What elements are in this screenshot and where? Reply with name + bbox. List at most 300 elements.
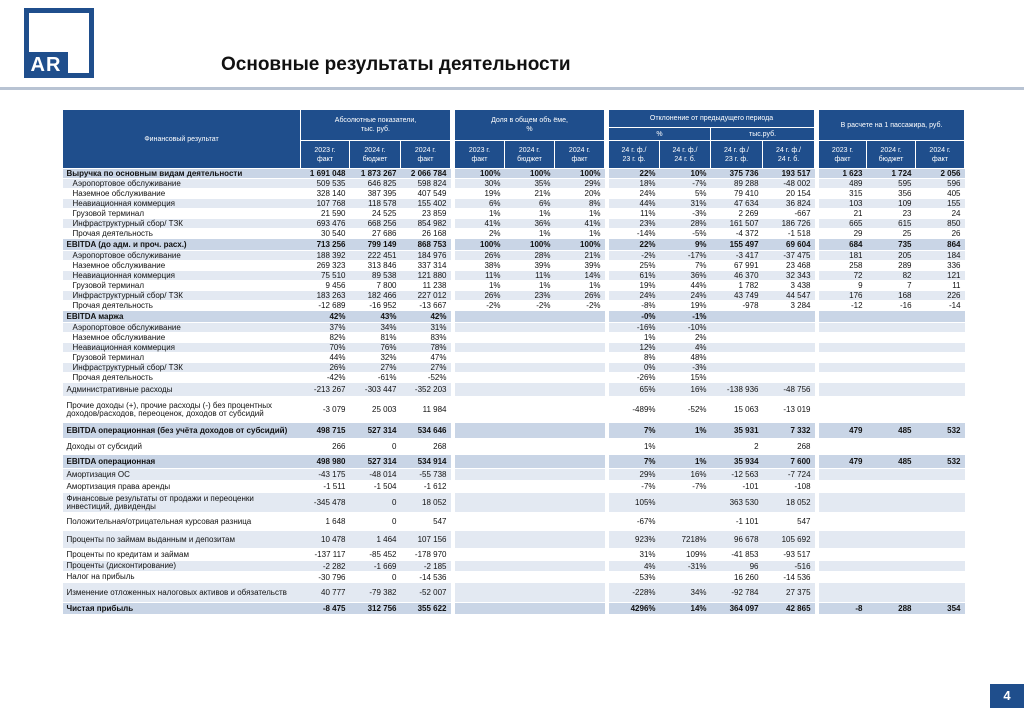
table-cell: 34% — [660, 583, 711, 603]
table-cell: 9 — [819, 281, 867, 291]
table-cell — [763, 373, 815, 383]
header-fin-result: Финансовый результат — [63, 110, 301, 169]
table-cell: -303 447 — [350, 383, 401, 397]
table-cell: 28% — [505, 251, 555, 261]
table-cell: 44% — [609, 199, 660, 209]
table-cell: -352 203 — [401, 383, 451, 397]
header-deviation-pct: % — [609, 128, 711, 141]
table-row — [63, 229, 965, 239]
table-cell: 100% — [455, 169, 505, 179]
table-cell: -61% — [350, 373, 401, 383]
table-cell — [455, 323, 505, 333]
table-cell: -43 175 — [301, 469, 350, 481]
table-cell: -2% — [455, 301, 505, 311]
column-header: 2024 г. бюджет — [505, 141, 555, 169]
table-cell: -2% — [609, 251, 660, 261]
table-cell: 12% — [609, 343, 660, 353]
table-cell: -7 724 — [763, 469, 815, 481]
table-cell — [555, 343, 605, 353]
table-cell — [867, 323, 916, 333]
table-cell: 69 604 — [763, 239, 815, 251]
column-header: 2023 г. факт — [455, 141, 505, 169]
table-cell: 181 — [819, 251, 867, 261]
financial-results-table — [62, 109, 965, 615]
table-row — [63, 513, 965, 531]
table-cell: 1 464 — [350, 531, 401, 549]
table-cell: 11 238 — [401, 281, 451, 291]
table-cell — [916, 572, 965, 583]
table-cell — [819, 561, 867, 572]
table-cell: 363 530 — [711, 493, 763, 513]
table-cell: -3 079 — [301, 397, 350, 423]
table-cell — [867, 343, 916, 353]
table-cell: 44% — [660, 281, 711, 291]
table-cell: 20 154 — [763, 189, 815, 199]
table-cell — [455, 373, 505, 383]
table-cell: 1% — [455, 209, 505, 219]
table-cell: 20% — [555, 189, 605, 199]
table-cell — [505, 343, 555, 353]
table-cell — [819, 373, 867, 383]
table-cell: 70% — [301, 343, 350, 353]
table-row — [63, 439, 965, 455]
table-cell — [455, 531, 505, 549]
table-cell: 184 976 — [401, 251, 451, 261]
table-cell: 11% — [455, 271, 505, 281]
table-cell: 53% — [609, 572, 660, 583]
table-cell: -8 — [819, 603, 867, 615]
table-cell: 7 800 — [350, 281, 401, 291]
table-cell: 14% — [555, 271, 605, 281]
table-cell — [505, 373, 555, 383]
table-cell: -1 612 — [401, 481, 451, 493]
table-cell: 9% — [660, 239, 711, 251]
table-cell: 24 525 — [350, 209, 401, 219]
row-label: Доходы от субсидий — [63, 439, 301, 455]
table-cell: 356 — [867, 189, 916, 199]
table-cell — [455, 397, 505, 423]
table-cell: 82% — [301, 333, 350, 343]
table-cell — [763, 363, 815, 373]
table-cell: 27 686 — [350, 229, 401, 239]
table-cell: 36% — [505, 219, 555, 229]
table-cell — [916, 311, 965, 323]
table-cell — [555, 513, 605, 531]
table-cell — [555, 373, 605, 383]
table-cell — [505, 583, 555, 603]
table-cell: -42% — [301, 373, 350, 383]
row-label: Инфраструктурный сбор/ ТЗК — [63, 363, 301, 373]
table-cell — [455, 549, 505, 561]
table-cell: 78% — [401, 343, 451, 353]
table-row — [63, 531, 965, 549]
table-cell — [819, 323, 867, 333]
table-cell: 41% — [555, 219, 605, 229]
table-cell: 26% — [301, 363, 350, 373]
table-cell: 47% — [401, 353, 451, 363]
table-cell: 23% — [609, 219, 660, 229]
table-cell: 547 — [401, 513, 451, 531]
table-cell: 30 540 — [301, 229, 350, 239]
table-cell: 42% — [401, 311, 451, 323]
table-cell — [916, 561, 965, 572]
table-cell: -0% — [609, 311, 660, 323]
table-cell: 105% — [609, 493, 660, 513]
table-cell: 61% — [609, 271, 660, 281]
table-cell: -12 — [819, 301, 867, 311]
table-cell: -178 970 — [401, 549, 451, 561]
table-cell: 46 370 — [711, 271, 763, 281]
table-cell: 479 — [819, 423, 867, 439]
table-cell — [916, 333, 965, 343]
table-cell: 26 — [916, 229, 965, 239]
column-header: 24 г. ф./ 23 г. ф. — [609, 141, 660, 169]
table-cell: 534 646 — [401, 423, 451, 439]
table-cell — [505, 469, 555, 481]
table-cell: -55 738 — [401, 469, 451, 481]
table-cell: 30% — [455, 179, 505, 189]
table-cell: 0% — [609, 363, 660, 373]
table-cell — [660, 572, 711, 583]
table-cell: -14% — [609, 229, 660, 239]
table-cell: 598 824 — [401, 179, 451, 189]
table-cell: 355 622 — [401, 603, 451, 615]
table-cell — [505, 513, 555, 531]
table-cell: 7 600 — [763, 455, 815, 469]
table-cell: 121 — [916, 271, 965, 281]
table-cell — [455, 333, 505, 343]
table-row — [63, 343, 965, 353]
table-cell: 36% — [660, 271, 711, 281]
table-cell: 79 410 — [711, 189, 763, 199]
table-cell: 498 980 — [301, 455, 350, 469]
table-cell — [455, 572, 505, 583]
table-cell — [916, 531, 965, 549]
table-cell: 227 012 — [401, 291, 451, 301]
table-cell — [867, 561, 916, 572]
table-cell: 11 984 — [401, 397, 451, 423]
table-cell: 258 — [819, 261, 867, 271]
table-cell: 96 678 — [711, 531, 763, 549]
table-cell — [867, 383, 916, 397]
table-cell — [505, 353, 555, 363]
table-row — [63, 561, 965, 572]
table-cell — [555, 493, 605, 513]
table-cell: -138 936 — [711, 383, 763, 397]
table-cell: -5% — [660, 229, 711, 239]
column-header: 2024 г. бюджет — [867, 141, 916, 169]
table-cell — [505, 423, 555, 439]
row-label: Наземное обслуживание — [63, 261, 301, 271]
table-cell: 4296% — [609, 603, 660, 615]
table-cell: 16 260 — [711, 572, 763, 583]
table-cell: 8% — [609, 353, 660, 363]
table-cell: 109% — [660, 549, 711, 561]
table-cell: -101 — [711, 481, 763, 493]
table-cell: 26 168 — [401, 229, 451, 239]
table-row — [63, 239, 965, 251]
table-cell: 21% — [555, 251, 605, 261]
table-cell — [819, 513, 867, 531]
table-cell: -2 282 — [301, 561, 350, 572]
table-cell: 1% — [609, 439, 660, 455]
table-cell — [555, 469, 605, 481]
table-cell: 182 466 — [350, 291, 401, 301]
table-cell: 161 507 — [711, 219, 763, 229]
table-row — [63, 169, 965, 179]
table-cell: 269 323 — [301, 261, 350, 271]
table-cell — [916, 481, 965, 493]
table-cell: 864 — [916, 239, 965, 251]
table-cell — [455, 383, 505, 397]
table-cell: 26% — [455, 291, 505, 301]
table-cell — [455, 423, 505, 439]
column-header: 24 г. ф./ 24 г. б. — [763, 141, 815, 169]
table-cell: 10% — [660, 169, 711, 179]
table-cell: 375 736 — [711, 169, 763, 179]
table-cell: 25 003 — [350, 397, 401, 423]
table-cell — [455, 353, 505, 363]
table-cell: 27 375 — [763, 583, 815, 603]
table-cell: 107 768 — [301, 199, 350, 209]
table-cell: -1 504 — [350, 481, 401, 493]
table-cell: 222 451 — [350, 251, 401, 261]
table-cell: 75 510 — [301, 271, 350, 281]
row-label: Аэропортовое обслуживание — [63, 323, 301, 333]
table-cell — [819, 481, 867, 493]
table-cell — [505, 397, 555, 423]
table-cell: 596 — [916, 179, 965, 189]
table-cell — [916, 383, 965, 397]
table-cell: -12 563 — [711, 469, 763, 481]
table-cell: 337 314 — [401, 261, 451, 271]
table-cell: 183 263 — [301, 291, 350, 301]
table-cell: 312 756 — [350, 603, 401, 615]
table-cell: 96 — [711, 561, 763, 572]
table-cell — [455, 469, 505, 481]
row-label: Положительная/отрицательная курсовая разница — [63, 513, 301, 531]
table-cell: 923% — [609, 531, 660, 549]
table-cell: 527 314 — [350, 455, 401, 469]
table-cell: 7% — [609, 455, 660, 469]
table-cell — [505, 311, 555, 323]
table-cell: 29 — [819, 229, 867, 239]
table-cell: 205 — [867, 251, 916, 261]
table-cell: 4% — [660, 343, 711, 353]
table-cell: 24% — [609, 189, 660, 199]
table-cell: 1 648 — [301, 513, 350, 531]
table-cell: -10% — [660, 323, 711, 333]
table-cell: 315 — [819, 189, 867, 199]
table-cell: 850 — [916, 219, 965, 229]
row-label: Прочие доходы (+), прочие расходы (-) без процентных доходов/расходов, переоценок, доходов от субсидий — [63, 397, 301, 423]
table-cell: 3 438 — [763, 281, 815, 291]
table-cell — [455, 603, 505, 615]
table-cell — [555, 439, 605, 455]
table-cell: 1 623 — [819, 169, 867, 179]
table-cell: 646 825 — [350, 179, 401, 189]
table-cell: -489% — [609, 397, 660, 423]
table-cell — [505, 549, 555, 561]
row-label: Инфраструктурный сбор/ ТЗК — [63, 291, 301, 301]
table-cell — [867, 572, 916, 583]
table-cell: 854 982 — [401, 219, 451, 229]
table-cell: 23 468 — [763, 261, 815, 271]
title-divider — [0, 87, 1024, 90]
table-row — [63, 469, 965, 481]
table-cell: -16 952 — [350, 301, 401, 311]
table-row — [63, 219, 965, 229]
table-cell: 595 — [867, 179, 916, 189]
row-label: Грузовой терминал — [63, 353, 301, 363]
table-cell — [555, 363, 605, 373]
table-row — [63, 301, 965, 311]
table-cell: 532 — [916, 455, 965, 469]
table-cell: 24 — [916, 209, 965, 219]
row-label: Наземное обслуживание — [63, 189, 301, 199]
table-cell — [555, 353, 605, 363]
table-cell: 15% — [660, 373, 711, 383]
table-cell: 42 865 — [763, 603, 815, 615]
table-cell: 23% — [505, 291, 555, 301]
table-cell — [819, 343, 867, 353]
column-header: 24 г. ф./ 23 г. ф. — [711, 141, 763, 169]
table-cell: 509 535 — [301, 179, 350, 189]
table-cell: 31% — [660, 199, 711, 209]
table-cell: -2% — [505, 301, 555, 311]
table-cell — [819, 397, 867, 423]
table-cell: 1% — [660, 423, 711, 439]
table-cell — [555, 531, 605, 549]
table-cell: 35 931 — [711, 423, 763, 439]
table-cell: 684 — [819, 239, 867, 251]
table-cell — [819, 469, 867, 481]
table-cell: 81% — [350, 333, 401, 343]
table-cell — [455, 481, 505, 493]
row-label: EBITDA операционная — [63, 455, 301, 469]
table-cell — [763, 333, 815, 343]
table-row — [63, 271, 965, 281]
table-cell: 1% — [555, 209, 605, 219]
table-cell: -4 372 — [711, 229, 763, 239]
table-cell: 22% — [609, 239, 660, 251]
table-cell — [916, 439, 965, 455]
table-cell — [555, 572, 605, 583]
table-cell: 35 934 — [711, 455, 763, 469]
table-cell — [455, 343, 505, 353]
table-cell: 532 — [916, 423, 965, 439]
column-header: 2024 г. факт — [916, 141, 965, 169]
row-label: Прочая деятельность — [63, 301, 301, 311]
table-cell: -14 536 — [763, 572, 815, 583]
table-cell — [916, 363, 965, 373]
table-cell: 3 284 — [763, 301, 815, 311]
table-cell — [867, 311, 916, 323]
row-label: Аэропортовое обслуживание — [63, 251, 301, 261]
table-cell: -1% — [660, 311, 711, 323]
table-cell: -3 417 — [711, 251, 763, 261]
table-cell: 28% — [660, 219, 711, 229]
table-cell: 0 — [350, 439, 401, 455]
table-cell: 22% — [609, 169, 660, 179]
table-cell: 29% — [609, 469, 660, 481]
table-cell — [455, 439, 505, 455]
table-cell: -37 475 — [763, 251, 815, 261]
table-cell — [555, 455, 605, 469]
table-cell: 713 256 — [301, 239, 350, 251]
table-cell — [763, 343, 815, 353]
row-label: Проценты (дисконтирование) — [63, 561, 301, 572]
table-cell — [505, 363, 555, 373]
table-cell: 2 — [711, 439, 763, 455]
table-cell — [555, 561, 605, 572]
table-cell — [819, 572, 867, 583]
table-cell: -8% — [609, 301, 660, 311]
table-row — [63, 281, 965, 291]
table-cell — [819, 549, 867, 561]
table-cell: -667 — [763, 209, 815, 219]
row-label: Грузовой терминал — [63, 281, 301, 291]
table-row — [63, 493, 965, 513]
table-cell: -3% — [660, 363, 711, 373]
table-cell — [555, 323, 605, 333]
table-cell: -17% — [660, 251, 711, 261]
table-cell: 47 634 — [711, 199, 763, 209]
table-row — [63, 455, 965, 469]
table-cell: 26% — [455, 251, 505, 261]
row-label: Грузовой терминал — [63, 209, 301, 219]
table-cell — [505, 561, 555, 572]
table-cell — [867, 493, 916, 513]
table-cell — [819, 531, 867, 549]
table-cell: 100% — [505, 239, 555, 251]
table-cell: 168 — [867, 291, 916, 301]
table-cell: 186 726 — [763, 219, 815, 229]
table-cell: 100% — [455, 239, 505, 251]
table-cell: 485 — [867, 423, 916, 439]
table-cell — [819, 363, 867, 373]
table-cell: 35% — [505, 179, 555, 189]
table-cell: 735 — [867, 239, 916, 251]
table-cell: 489 — [819, 179, 867, 189]
table-row — [63, 333, 965, 343]
table-row — [63, 572, 965, 583]
table-cell: 328 140 — [301, 189, 350, 199]
table-cell: -26% — [609, 373, 660, 383]
table-cell — [505, 603, 555, 615]
table-cell — [455, 561, 505, 572]
table-cell: 1 873 267 — [350, 169, 401, 179]
table-cell: -345 478 — [301, 493, 350, 513]
table-cell: -41 853 — [711, 549, 763, 561]
table-cell: 7218% — [660, 531, 711, 549]
table-cell: 27% — [401, 363, 451, 373]
row-label: Административные расходы — [63, 383, 301, 397]
table-cell: 11% — [505, 271, 555, 281]
table-cell: 48% — [660, 353, 711, 363]
table-cell — [455, 311, 505, 323]
table-cell — [916, 373, 965, 383]
table-cell: 1% — [505, 281, 555, 291]
table-cell: 16% — [660, 469, 711, 481]
table-cell: 485 — [867, 455, 916, 469]
table-cell: 0 — [350, 513, 401, 531]
table-cell — [455, 513, 505, 531]
row-label: Амортизация права аренды — [63, 481, 301, 493]
table-row — [63, 603, 965, 615]
table-cell: 534 914 — [401, 455, 451, 469]
table-cell — [916, 469, 965, 481]
